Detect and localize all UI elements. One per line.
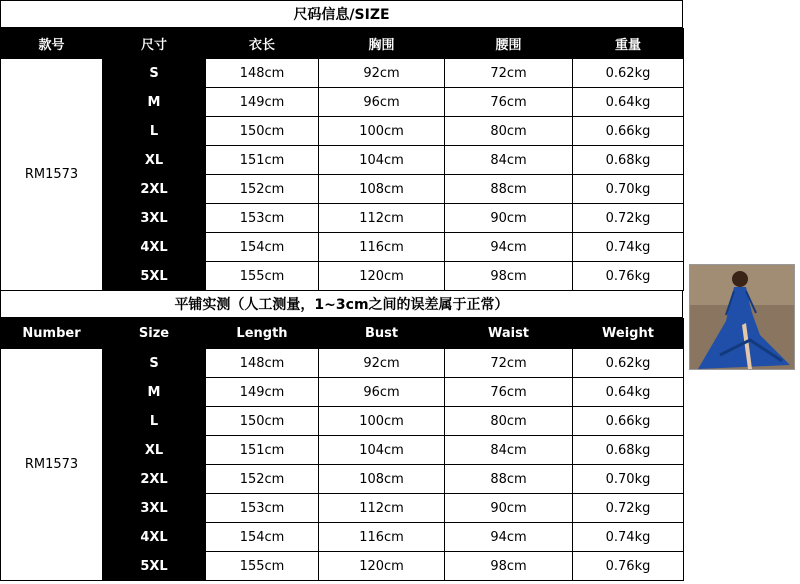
waist-cell: 94cm <box>445 523 573 552</box>
weight-cell: 0.62kg <box>573 349 684 378</box>
table-row <box>1 552 684 581</box>
bust-cell: 116cm <box>319 523 445 552</box>
weight-cell: 0.68kg <box>573 146 684 175</box>
size-cell: S <box>103 349 206 378</box>
size-cell: 2XL <box>103 465 206 494</box>
length-cell: 155cm <box>206 262 319 291</box>
table-row <box>1 378 684 407</box>
length-cell: 153cm <box>206 494 319 523</box>
table-row <box>1 465 684 494</box>
bust-cell: 104cm <box>319 146 445 175</box>
length-cell: 151cm <box>206 146 319 175</box>
length-cell: 148cm <box>206 349 319 378</box>
size-cell: XL <box>103 146 206 175</box>
waist-cell: 72cm <box>445 349 573 378</box>
length-cell: 150cm <box>206 117 319 146</box>
header-weight: 重量 <box>573 29 684 59</box>
header-waist: 腰围 <box>445 29 573 59</box>
waist-cell: 76cm <box>445 88 573 117</box>
weight-cell: 0.70kg <box>573 175 684 204</box>
bust-cell: 112cm <box>319 204 445 233</box>
waist-cell: 80cm <box>445 117 573 146</box>
size-cell: M <box>103 378 206 407</box>
weight-cell: 0.70kg <box>573 465 684 494</box>
length-cell: 154cm <box>206 233 319 262</box>
header-row <box>1 319 684 349</box>
header-number: Number <box>1 319 103 349</box>
length-cell: 152cm <box>206 465 319 494</box>
length-cell: 150cm <box>206 407 319 436</box>
size-cell: XL <box>103 436 206 465</box>
table-row <box>1 175 684 204</box>
size-table-en <box>0 318 684 581</box>
size-cell: S <box>103 59 206 88</box>
waist-cell: 72cm <box>445 59 573 88</box>
bust-cell: 96cm <box>319 88 445 117</box>
table-row <box>1 262 684 291</box>
header-waist: Waist <box>445 319 573 349</box>
size-cell: 3XL <box>103 494 206 523</box>
size-cell: 5XL <box>103 262 206 291</box>
header-size: 尺寸 <box>103 29 206 59</box>
header-bust: Bust <box>319 319 445 349</box>
size-cell: 5XL <box>103 552 206 581</box>
length-cell: 155cm <box>206 552 319 581</box>
length-cell: 149cm <box>206 88 319 117</box>
weight-cell: 0.66kg <box>573 407 684 436</box>
table-row <box>1 407 684 436</box>
bust-cell: 108cm <box>319 465 445 494</box>
model-number: RM1573 <box>1 59 103 291</box>
waist-cell: 80cm <box>445 407 573 436</box>
table-row <box>1 494 684 523</box>
blue-gown-photo <box>689 264 795 370</box>
weight-cell: 0.72kg <box>573 204 684 233</box>
weight-cell: 0.64kg <box>573 88 684 117</box>
flat-measure-title: 平铺实测（人工测量，1~3cm之间的误差属于正常） <box>0 290 683 318</box>
waist-cell: 76cm <box>445 378 573 407</box>
bust-cell: 96cm <box>319 378 445 407</box>
waist-cell: 98cm <box>445 262 573 291</box>
table-row <box>1 349 684 378</box>
weight-cell: 0.68kg <box>573 436 684 465</box>
size-cell: L <box>103 117 206 146</box>
weight-cell: 0.66kg <box>573 117 684 146</box>
header-weight: Weight <box>573 319 684 349</box>
waist-cell: 90cm <box>445 494 573 523</box>
length-cell: 154cm <box>206 523 319 552</box>
header-model: 款号 <box>1 29 103 59</box>
table-row <box>1 204 684 233</box>
bust-cell: 100cm <box>319 117 445 146</box>
bust-cell: 104cm <box>319 436 445 465</box>
size-info-title: 尺码信息/SIZE <box>0 0 683 28</box>
size-cell: 2XL <box>103 175 206 204</box>
size-cell: L <box>103 407 206 436</box>
bust-cell: 120cm <box>319 552 445 581</box>
weight-cell: 0.62kg <box>573 59 684 88</box>
table-row <box>1 523 684 552</box>
weight-cell: 0.76kg <box>573 262 684 291</box>
header-row <box>1 29 684 59</box>
gown-illustration <box>690 265 795 370</box>
size-cell: 3XL <box>103 204 206 233</box>
weight-cell: 0.74kg <box>573 233 684 262</box>
weight-cell: 0.64kg <box>573 378 684 407</box>
length-cell: 152cm <box>206 175 319 204</box>
size-cell: 4XL <box>103 523 206 552</box>
weight-cell: 0.72kg <box>573 494 684 523</box>
bust-cell: 92cm <box>319 59 445 88</box>
length-cell: 148cm <box>206 59 319 88</box>
model-number: RM1573 <box>1 349 103 581</box>
waist-cell: 84cm <box>445 436 573 465</box>
bust-cell: 112cm <box>319 494 445 523</box>
length-cell: 153cm <box>206 204 319 233</box>
size-cell: M <box>103 88 206 117</box>
size-cell: 4XL <box>103 233 206 262</box>
header-length: 衣长 <box>206 29 319 59</box>
waist-cell: 88cm <box>445 175 573 204</box>
bust-cell: 120cm <box>319 262 445 291</box>
weight-cell: 0.76kg <box>573 552 684 581</box>
bust-cell: 100cm <box>319 407 445 436</box>
table-row <box>1 233 684 262</box>
bust-cell: 108cm <box>319 175 445 204</box>
table-row <box>1 117 684 146</box>
header-bust: 胸围 <box>319 29 445 59</box>
length-cell: 149cm <box>206 378 319 407</box>
table-row <box>1 88 684 117</box>
weight-cell: 0.74kg <box>573 523 684 552</box>
length-cell: 151cm <box>206 436 319 465</box>
waist-cell: 98cm <box>445 552 573 581</box>
table-row <box>1 436 684 465</box>
bust-cell: 92cm <box>319 349 445 378</box>
waist-cell: 94cm <box>445 233 573 262</box>
table-row <box>1 146 684 175</box>
waist-cell: 88cm <box>445 465 573 494</box>
waist-cell: 84cm <box>445 146 573 175</box>
header-length: Length <box>206 319 319 349</box>
bust-cell: 116cm <box>319 233 445 262</box>
table-row <box>1 59 684 88</box>
size-table-cn <box>0 28 684 291</box>
waist-cell: 90cm <box>445 204 573 233</box>
header-size: Size <box>103 319 206 349</box>
